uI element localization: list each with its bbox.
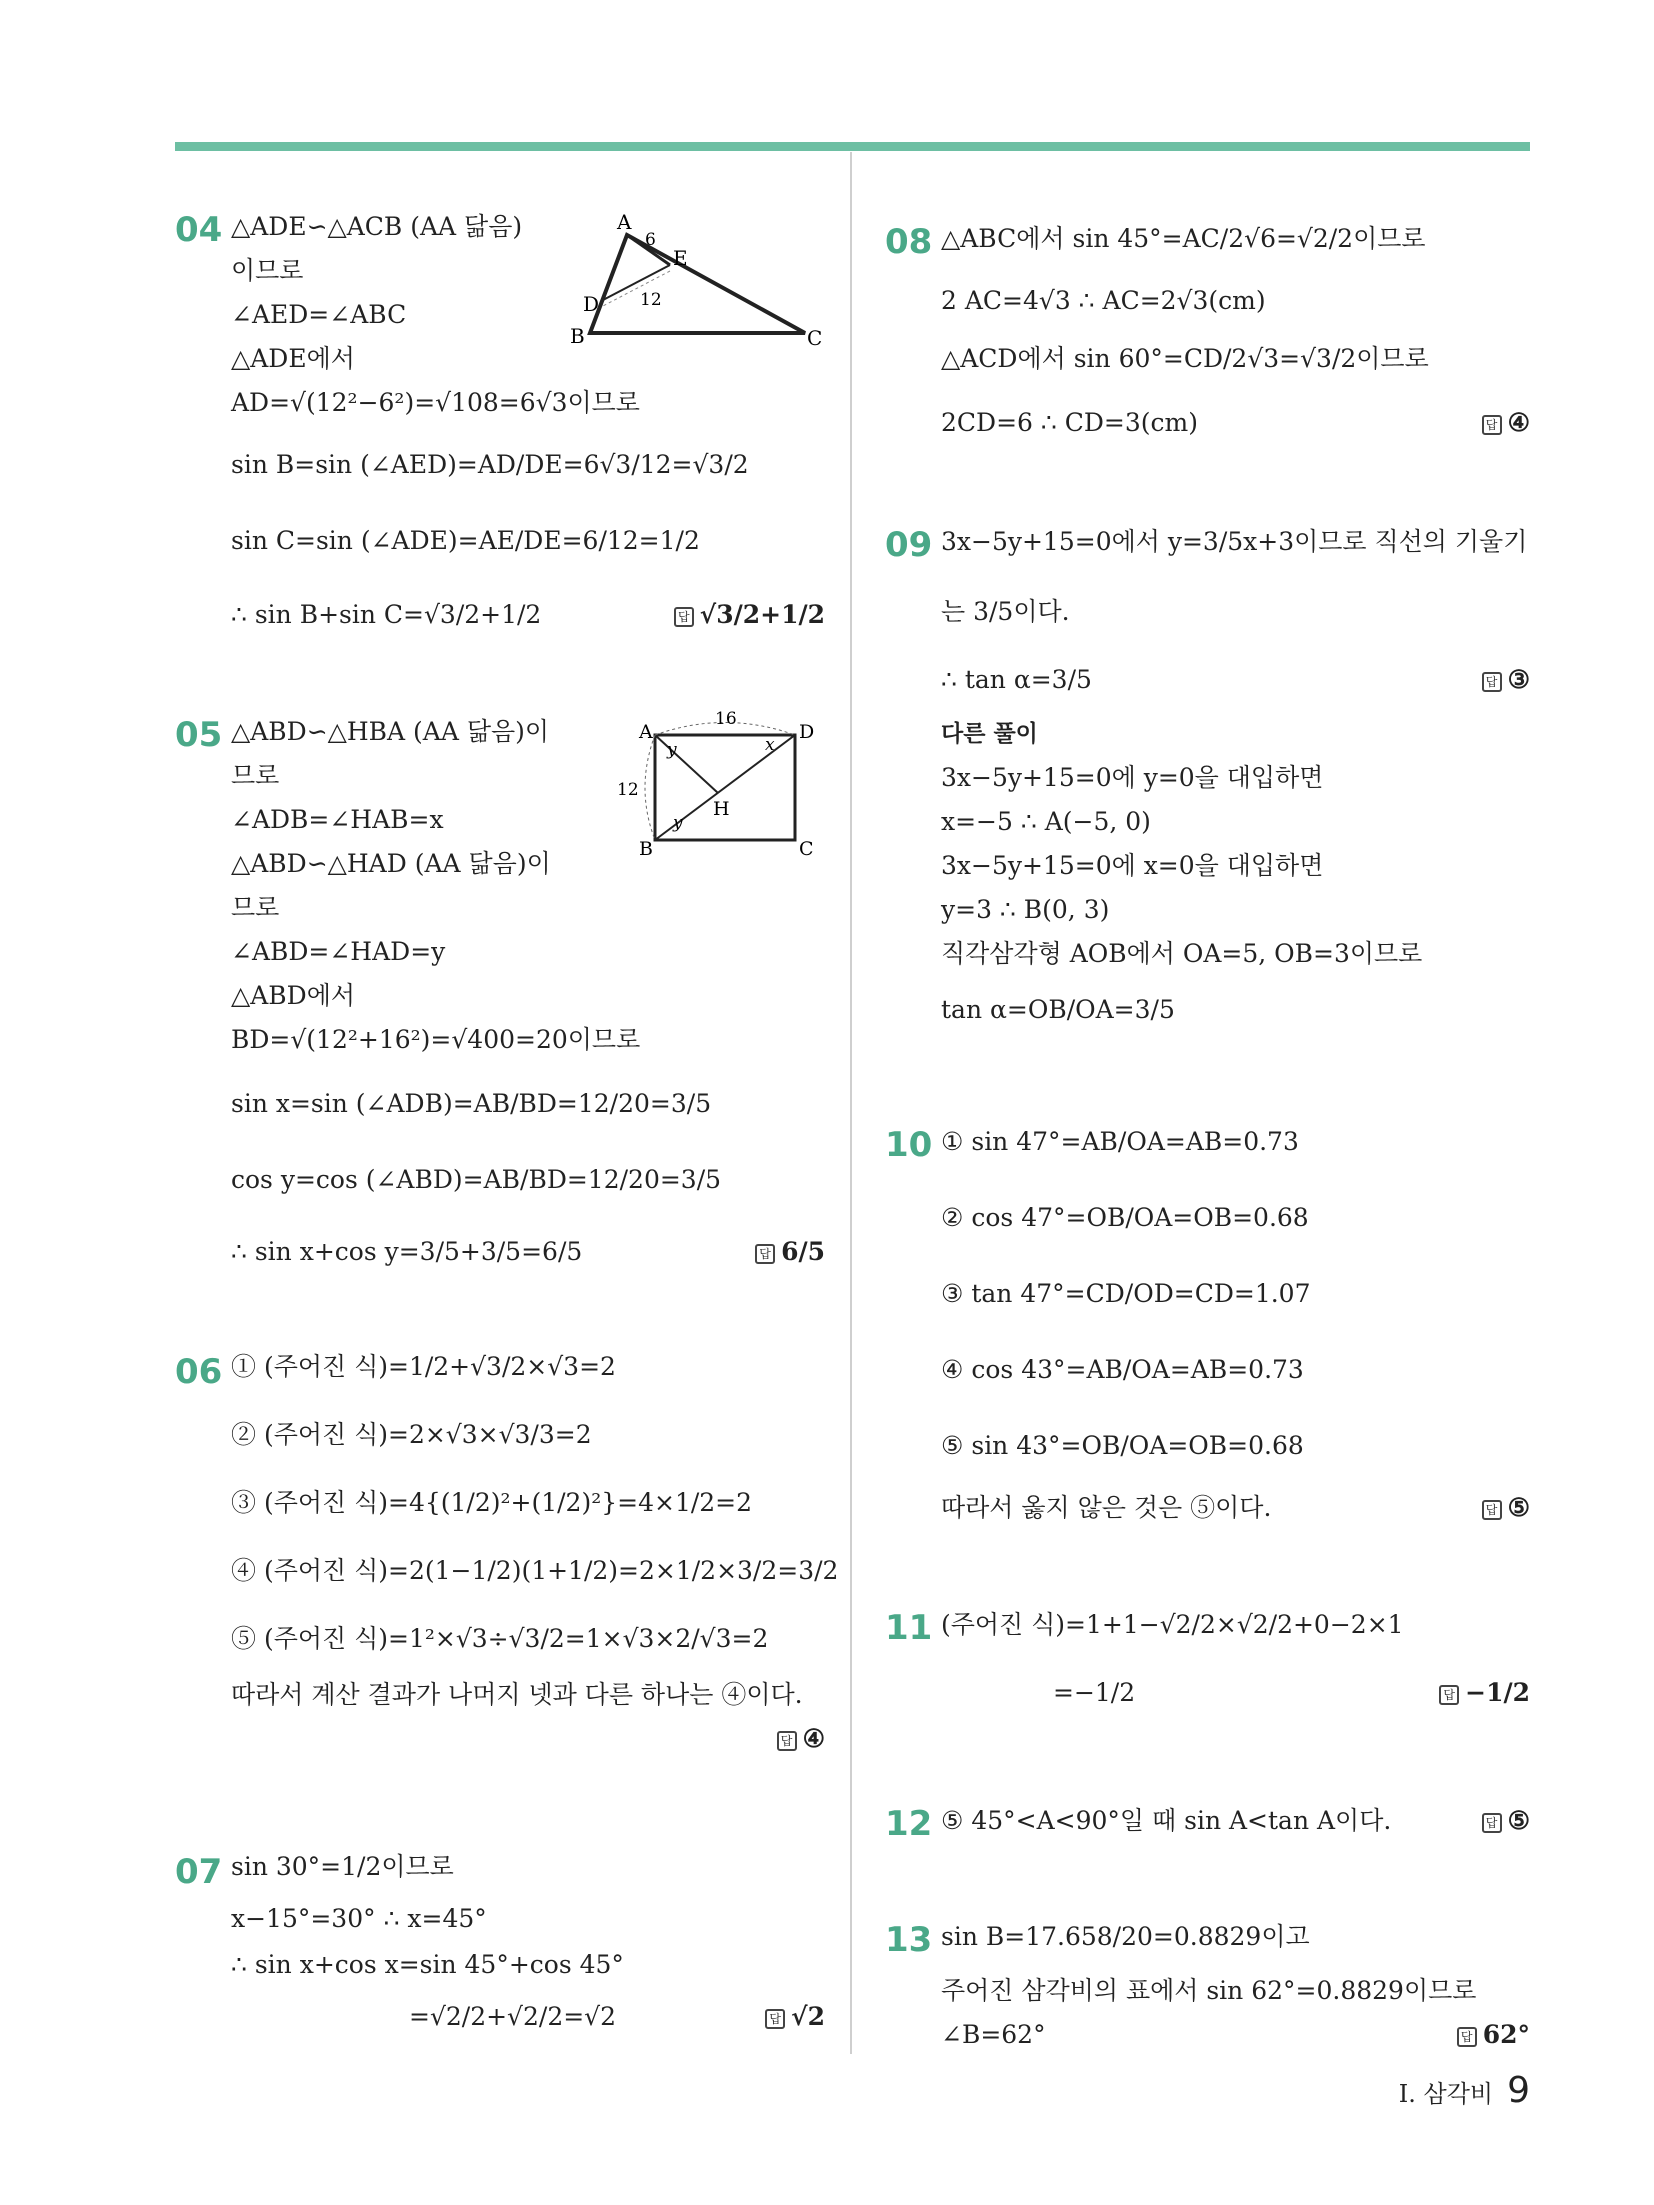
vertex-label: E (673, 246, 688, 270)
answer-value: 62° (1482, 2020, 1530, 2049)
solution-line: ∴ sin B+sin C=√3/2+1/2 (231, 600, 542, 629)
answer-mark-icon: 답 (1439, 1685, 1459, 1705)
solution-line: 주어진 삼각비의 표에서 sin 62°=0.8829이므로 (941, 1976, 1477, 2005)
solution-line: ③ (주어진 식)=4{(1/2)²+(1/2)²}=4×1/2=2 (231, 1488, 753, 1517)
answer-mark-icon: 답 (765, 2009, 785, 2029)
answer-value: ③ (1507, 665, 1530, 694)
solution-line: ① sin 47°=AB/OA=AB=0.73 (941, 1127, 1299, 1156)
solution-line: =√2/2+√2/2=√2 (409, 2002, 617, 2031)
answer (1482, 408, 1530, 437)
solution-line: △ADE∽△ACB (AA 닮음) (231, 212, 523, 241)
solution-line: BD=√(12²+16²)=√400=20이므로 (231, 1025, 641, 1054)
answer-mark-icon: 답 (755, 1244, 775, 1264)
rectangle-figure (615, 710, 815, 860)
solution-line: 직각삼각형 AOB에서 OA=5, OB=3이므로 (941, 939, 1423, 968)
problem-number: 04 (175, 210, 223, 250)
answer (1482, 665, 1530, 694)
solution-line: AD=√(12²−6²)=√108=6√3이므로 (231, 388, 640, 417)
solution-line: sin B=sin (∠AED)=AD/DE=6√3/12=√3/2 (231, 450, 749, 479)
solution-line: x−15°=30° ∴ x=45° (231, 1904, 487, 1933)
solution-line: ∴ sin x+cos x=sin 45°+cos 45° (231, 1950, 624, 1979)
vertex-label: A (617, 210, 632, 234)
solution-line: sin B=17.658/20=0.8829이고 (941, 1922, 1310, 1951)
solution-line: 따라서 계산 결과가 나머지 넷과 다른 하나는 ④이다. (231, 1680, 803, 1709)
problem-05 (175, 709, 825, 1275)
solution-line: ∠ABD=∠HAD=y (231, 937, 446, 966)
header-bar (175, 142, 1530, 151)
problem-12 (885, 1804, 1530, 1854)
problem-number: 07 (175, 1852, 223, 1892)
answer-mark-icon: 답 (674, 607, 694, 627)
problem-07 (175, 1852, 825, 2052)
answer-value: √3/2+1/2 (699, 600, 825, 629)
solution-line: ⑤ (주어진 식)=1²×√3÷√3/2=1×√3×2/√3=2 (231, 1624, 769, 1653)
solution-line: ⑤ sin 43°=OB/OA=OB=0.68 (941, 1431, 1304, 1460)
problem-04 (175, 210, 825, 670)
answer (755, 1237, 825, 1266)
answer-value: ④ (1507, 408, 1530, 437)
solution-line: sin 30°=1/2이므로 (231, 1852, 454, 1881)
vertex-label: B (639, 838, 653, 860)
answer (1482, 1493, 1530, 1522)
answer-mark-icon: 답 (1482, 415, 1502, 435)
answer-value: √2 (791, 2002, 825, 2031)
solution-line: 2 AC=4√3 ∴ AC=2√3(cm) (941, 286, 1266, 315)
solution-line: ∠AED=∠ABC (231, 300, 407, 329)
length-label: 6 (645, 230, 656, 250)
solution-line: ∠B=62° (941, 2020, 1046, 2049)
length-label: 12 (617, 780, 639, 800)
problem-number: 06 (175, 1352, 223, 1392)
solution-line: y=3 ∴ B(0, 3) (941, 895, 1110, 924)
problem-number: 11 (885, 1608, 933, 1648)
solution-line: ④ cos 43°=AB/OA=AB=0.73 (941, 1355, 1304, 1384)
answer (765, 2002, 825, 2031)
solution-line: sin x=sin (∠ADB)=AB/BD=12/20=3/5 (231, 1089, 712, 1118)
solution-line: 는 3/5이다. (941, 597, 1070, 626)
problem-11 (885, 1608, 1530, 1738)
vertex-label: C (807, 326, 823, 350)
answer-value: ⑤ (1507, 1806, 1530, 1835)
problem-number: 12 (885, 1804, 933, 1844)
solution-line: △ABD∽△HBA (AA 닮음)이 (231, 717, 550, 746)
answer-value: ⑤ (1507, 1493, 1530, 1522)
problem-09 (885, 525, 1530, 1055)
solution-line: △ACD에서 sin 60°=CD/2√3=√3/2이므로 (941, 344, 1429, 373)
solution-line: ② (주어진 식)=2×√3×√3/3=2 (231, 1420, 592, 1449)
answer-value: ④ (802, 1724, 825, 1753)
solution-line: cos y=cos (∠ABD)=AB/BD=12/20=3/5 (231, 1165, 722, 1194)
vertex-label: D (583, 292, 600, 316)
solution-line: 2CD=6 ∴ CD=3(cm) (941, 408, 1198, 437)
solution-line: 므로 (231, 761, 280, 790)
solution-line: ① (주어진 식)=1/2+√3/2×√3=2 (231, 1352, 616, 1381)
answer-mark-icon: 답 (1482, 1500, 1502, 1520)
problem-13 (885, 1920, 1530, 2070)
solution-line: x=−5 ∴ A(−5, 0) (941, 807, 1151, 836)
answer (1457, 2020, 1530, 2049)
solution-line: ⑤ 45°<A<90°일 때 sin A<tan A이다. (941, 1806, 1392, 1835)
solution-line: 므로 (231, 893, 280, 922)
angle-label: y (667, 740, 677, 760)
vertex-label: H (713, 798, 730, 820)
problem-number: 10 (885, 1125, 933, 1165)
solution-line: ④ (주어진 식)=2(1−1/2)(1+1/2)=2×1/2×3/2=3/2 (231, 1556, 839, 1585)
solution-line: ∴ tan α=3/5 (941, 665, 1092, 694)
solution-line: 3x−5y+15=0에서 y=3/5x+3이므로 직선의 기울기 (941, 527, 1528, 556)
solution-line: ∴ sin x+cos y=3/5+3/5=6/5 (231, 1237, 583, 1266)
problem-06 (175, 1352, 839, 1753)
answer-mark-icon: 답 (1482, 672, 1502, 692)
answer-mark-icon: 답 (1482, 1813, 1502, 1833)
solution-line: △ABD∽△HAD (AA 닮음)이 (231, 849, 551, 878)
solution-line: 3x−5y+15=0에 x=0을 대입하면 (941, 851, 1324, 880)
length-label: 16 (715, 709, 737, 729)
solution-line: △ABC에서 sin 45°=AC/2√6=√2/2이므로 (941, 224, 1426, 253)
problem-number: 08 (885, 222, 933, 262)
length-label: 12 (640, 290, 662, 310)
problem-08 (885, 222, 1530, 452)
triangle-figure (565, 210, 823, 350)
solution-line: ∠ADB=∠HAB=x (231, 805, 444, 834)
solution-line: △ABD에서 (231, 981, 355, 1010)
solution-line: sin C=sin (∠ADE)=AE/DE=6/12=1/2 (231, 526, 700, 555)
column-divider (850, 152, 852, 2054)
answer-mark-icon: 답 (1457, 2027, 1477, 2047)
problem-number: 09 (885, 525, 933, 565)
angle-label: y (673, 813, 683, 833)
solution-line: 따라서 옳지 않은 것은 ⑤이다. (941, 1493, 1272, 1522)
vertex-label: D (799, 721, 815, 743)
answer (777, 1724, 825, 1753)
solution-line: △ADE에서 (231, 344, 355, 373)
answer-mark-icon: 답 (777, 1731, 797, 1751)
page-footer (1399, 2070, 1530, 2111)
answer-value: −1/2 (1465, 1678, 1530, 1707)
angle-label: x (765, 735, 775, 755)
vertex-label: B (570, 324, 585, 348)
solution-line: =−1/2 (1053, 1678, 1136, 1707)
alternative-solution-heading: 다른 풀이 (941, 721, 1038, 747)
solution-line: tan α=OB/OA=3/5 (941, 995, 1175, 1024)
solution-line: 3x−5y+15=0에 y=0을 대입하면 (941, 763, 1324, 792)
vertex-label: A (639, 721, 653, 743)
problem-10 (885, 1125, 1530, 1545)
vertex-label: C (799, 838, 814, 860)
solution-line: (주어진 식)=1+1−√2/2×√2/2+0−2×1 (941, 1610, 1404, 1639)
answer-value: 6/5 (781, 1237, 825, 1266)
answer (1439, 1678, 1530, 1707)
solution-line: 이므로 (231, 256, 304, 285)
problem-number: 05 (175, 715, 223, 755)
answer (1482, 1806, 1530, 1835)
page-number: 9 (1507, 2070, 1530, 2111)
solution-line: ② cos 47°=OB/OA=OB=0.68 (941, 1203, 1309, 1232)
answer (674, 600, 825, 629)
chapter-label: I. 삼각비 (1398, 2080, 1494, 2108)
problem-number: 13 (885, 1920, 933, 1960)
solution-line: ③ tan 47°=CD/OD=CD=1.07 (941, 1279, 1311, 1308)
